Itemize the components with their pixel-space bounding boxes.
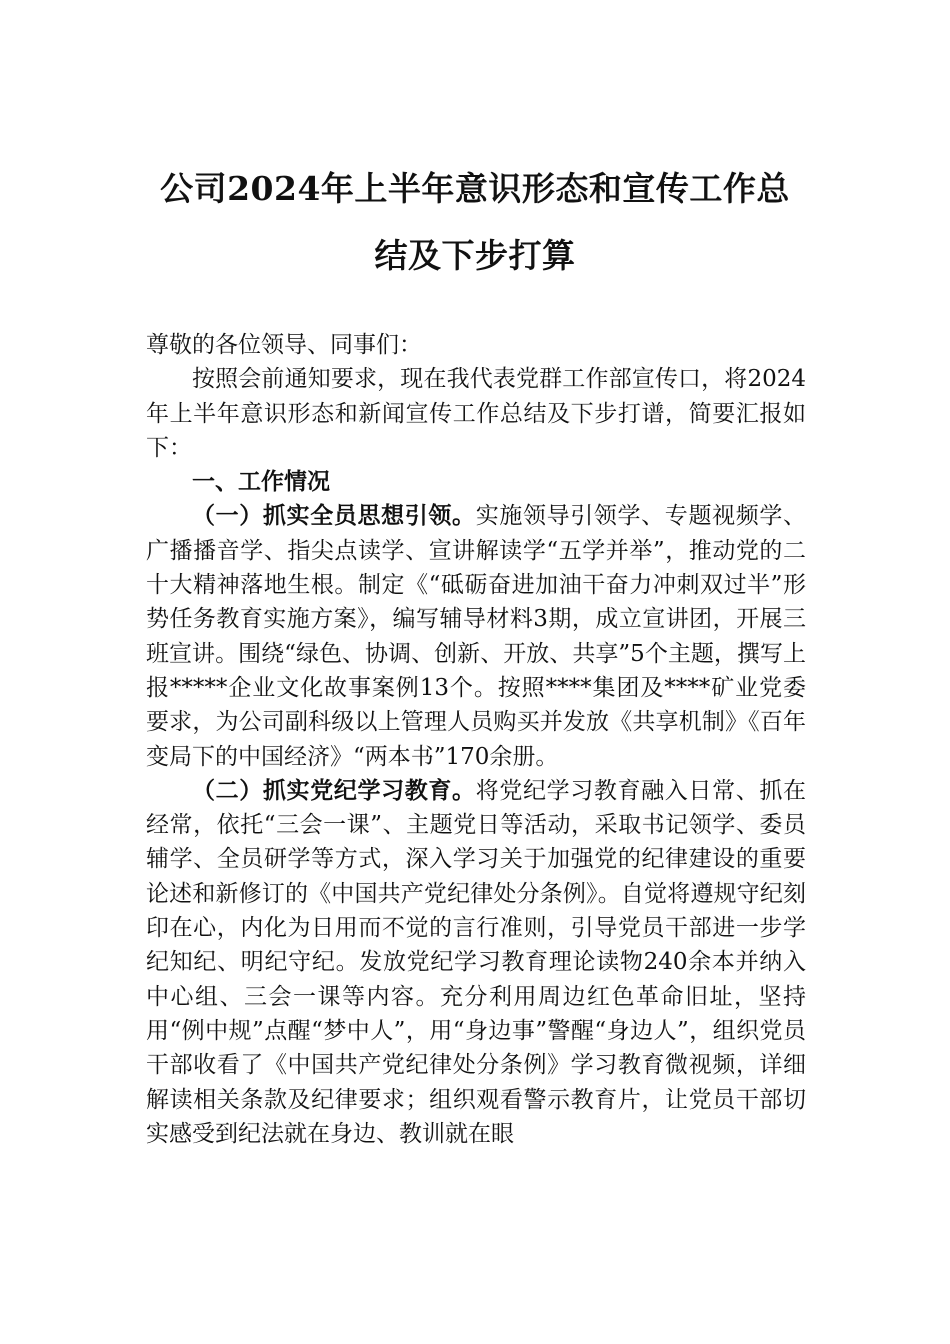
paragraph-item-2 (146, 774, 806, 1151)
section-heading: 一、工作情况 (192, 468, 330, 496)
document-body (146, 328, 806, 1151)
paragraph-item-1 (146, 499, 806, 773)
intro-paragraph: 按照会前通知要求，现在我代表党群工作部宣传口，将2024年上半年意识形态和新闻宣传工作总结及下步打谱，简要汇报如下： (146, 366, 806, 461)
document-title-line-1: 公司2024年上半年意识形态和宣传工作总 (160, 169, 790, 208)
document-title-line-2: 结及下步打算 (374, 236, 576, 275)
item-2-lead: （二）抓实党纪学习教育。 (192, 776, 476, 804)
item-1-lead: （一）抓实全员思想引领。 (192, 502, 476, 530)
item-1-body: 实施领导引领学、专题视频学、广播播音学、指尖点读学、宣讲解读学“五学并举”，推动党的二十大精神落地生根。制定《“砥砺奋进加油干奋力冲刺双过半”形势任务教育实施方案》，编写辅导材料3期，成立宣讲团，开展三班宣讲。围绕“绿色、协调、创新、开放、共享”5个主题，撰写上报*****企业文化故事案例13个。按照****集团及****矿业党委要求，为公司副科级以上管理人员购买并发放《共享机制》《百年变局下的中国经济》“两本书”170余册。 (146, 503, 807, 770)
item-2-body: 将党纪学习教育融入日常、抓在经常，依托“三会一课”、主题党日等活动，采取书记领学、委员辅学、全员研学等方式，深入学习关于加强党的纪律建设的重要论述和新修订的《中国共产党纪律处分条例》。自觉将遵规守纪刻印在心，内化为日用而不觉的言行准则，引导党员干部进一步学纪知纪、明纪守纪。发放党纪学习教育理论读物240余本并纳入中心组、三会一课等内容。充分利用周边红色革命旧址，坚持用“例中规”点醒“梦中人”，用“身边事”警醒“身边人”，组织党员干部收看了《中国共产党纪律处分条例》学习教育微视频，详细解读相关条款及纪律要求；组织观看警示教育片，让党员干部切实感受到纪法就在身边、教训就在眼 (146, 777, 807, 1147)
salutation: 尊敬的各位领导、同事们： (146, 332, 422, 358)
